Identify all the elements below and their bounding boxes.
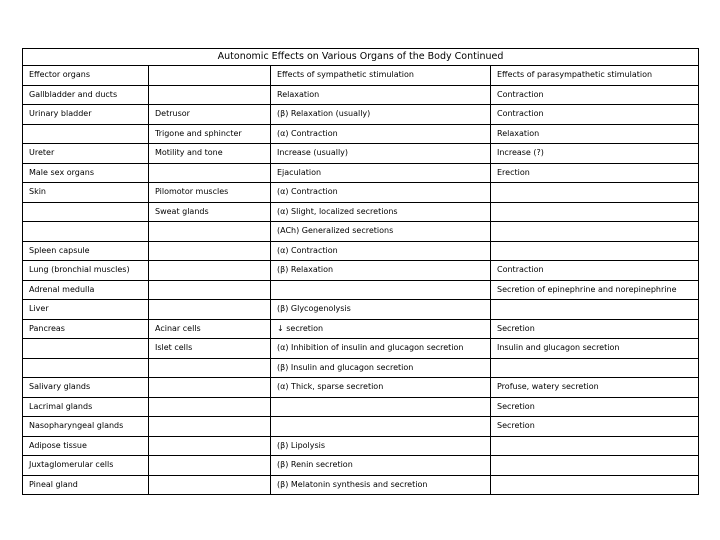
table-header-row [23,66,699,86]
parasympathetic-effect-cell [491,183,699,203]
autonomic-effects-table [22,48,699,495]
table-row [23,261,699,281]
table-row [23,300,699,320]
effector-organ-cell: Male sex organs [23,163,149,183]
effector-organ-cell: Spleen capsule [23,241,149,261]
table-row [23,163,699,183]
table-row [23,183,699,203]
sympathetic-effect-cell: Relaxation [271,85,491,105]
sympathetic-effect-cell: (β) Insulin and glucagon secretion [271,358,491,378]
organ-part-cell: Detrusor [149,105,271,125]
organ-part-cell: Pilomotor muscles [149,183,271,203]
table-row [23,319,699,339]
parasympathetic-effect-cell: Contraction [491,85,699,105]
column-header [149,66,271,86]
effector-organ-cell [23,339,149,359]
effector-organ-cell: Lacrimal glands [23,397,149,417]
organ-part-cell [149,241,271,261]
effector-organ-cell: Adrenal medulla [23,280,149,300]
table-row [23,456,699,476]
parasympathetic-effect-cell [491,241,699,261]
table-row [23,417,699,437]
table-title-row [23,49,699,66]
parasympathetic-effect-cell: Relaxation [491,124,699,144]
parasympathetic-effect-cell: Secretion [491,319,699,339]
organ-part-cell [149,378,271,398]
parasympathetic-effect-cell: Secretion [491,397,699,417]
effector-organ-cell: Urinary bladder [23,105,149,125]
effector-organ-cell: Ureter [23,144,149,164]
sympathetic-effect-cell: (β) Relaxation (usually) [271,105,491,125]
effector-organ-cell [23,358,149,378]
sympathetic-effect-cell: ↓ secretion [271,319,491,339]
table-row [23,202,699,222]
parasympathetic-effect-cell: Increase (?) [491,144,699,164]
parasympathetic-effect-cell: Contraction [491,105,699,125]
parasympathetic-effect-cell: Contraction [491,261,699,281]
organ-part-cell [149,85,271,105]
table-row [23,475,699,495]
table-row [23,280,699,300]
organ-part-cell: Sweat glands [149,202,271,222]
table-row [23,358,699,378]
parasympathetic-effect-cell [491,222,699,242]
column-header: Effects of sympathetic stimulation [271,66,491,86]
effector-organ-cell: Adipose tissue [23,436,149,456]
organ-part-cell [149,300,271,320]
parasympathetic-effect-cell: Secretion [491,417,699,437]
sympathetic-effect-cell: (α) Inhibition of insulin and glucagon secretion [271,339,491,359]
parasympathetic-effect-cell [491,358,699,378]
sympathetic-effect-cell: Ejaculation [271,163,491,183]
table-row [23,85,699,105]
parasympathetic-effect-cell: Secretion of epinephrine and norepinephrine [491,280,699,300]
table-row [23,436,699,456]
organ-part-cell [149,222,271,242]
sympathetic-effect-cell [271,417,491,437]
sympathetic-effect-cell [271,397,491,417]
organ-part-cell [149,280,271,300]
effector-organ-cell: Gallbladder and ducts [23,85,149,105]
table-row [23,124,699,144]
table-row [23,339,699,359]
sympathetic-effect-cell: (α) Thick, sparse secretion [271,378,491,398]
organ-part-cell: Trigone and sphincter [149,124,271,144]
effector-organ-cell: Nasopharyngeal glands [23,417,149,437]
effector-organ-cell [23,124,149,144]
effector-organ-cell: Juxtaglomerular cells [23,456,149,476]
parasympathetic-effect-cell [491,436,699,456]
sympathetic-effect-cell: (β) Renin secretion [271,456,491,476]
effector-organ-cell [23,222,149,242]
effector-organ-cell: Pancreas [23,319,149,339]
parasympathetic-effect-cell: Insulin and glucagon secretion [491,339,699,359]
sympathetic-effect-cell [271,280,491,300]
sympathetic-effect-cell: (β) Relaxation [271,261,491,281]
sympathetic-effect-cell: (α) Contraction [271,124,491,144]
column-header: Effector organs [23,66,149,86]
sympathetic-effect-cell: Increase (usually) [271,144,491,164]
effector-organ-cell: Lung (bronchial muscles) [23,261,149,281]
sympathetic-effect-cell: (β) Glycogenolysis [271,300,491,320]
parasympathetic-effect-cell: Profuse, watery secretion [491,378,699,398]
column-header: Effects of parasympathetic stimulation [491,66,699,86]
organ-part-cell [149,163,271,183]
organ-part-cell: Islet cells [149,339,271,359]
parasympathetic-effect-cell: Erection [491,163,699,183]
table-title: Autonomic Effects on Various Organs of the Body Continued [23,49,699,66]
sympathetic-effect-cell: (α) Slight, localized secretions [271,202,491,222]
table-body [23,49,699,495]
organ-part-cell [149,456,271,476]
sympathetic-effect-cell: (α) Contraction [271,183,491,203]
effector-organ-cell: Pineal gland [23,475,149,495]
sympathetic-effect-cell: (β) Lipolysis [271,436,491,456]
organ-part-cell [149,261,271,281]
sympathetic-effect-cell: (β) Melatonin synthesis and secretion [271,475,491,495]
table-row [23,222,699,242]
parasympathetic-effect-cell [491,202,699,222]
table-row [23,144,699,164]
organ-part-cell [149,475,271,495]
effector-organ-cell: Salivary glands [23,378,149,398]
parasympathetic-effect-cell [491,475,699,495]
effector-organ-cell: Liver [23,300,149,320]
effector-organ-cell: Skin [23,183,149,203]
parasympathetic-effect-cell [491,456,699,476]
effector-organ-cell [23,202,149,222]
table-row [23,105,699,125]
organ-part-cell [149,417,271,437]
table-row [23,397,699,417]
table-row [23,241,699,261]
organ-part-cell [149,436,271,456]
parasympathetic-effect-cell [491,300,699,320]
organ-part-cell: Acinar cells [149,319,271,339]
sympathetic-effect-cell: (α) Contraction [271,241,491,261]
sympathetic-effect-cell: (ACh) Generalized secretions [271,222,491,242]
table-row [23,378,699,398]
organ-part-cell [149,358,271,378]
organ-part-cell: Motility and tone [149,144,271,164]
organ-part-cell [149,397,271,417]
